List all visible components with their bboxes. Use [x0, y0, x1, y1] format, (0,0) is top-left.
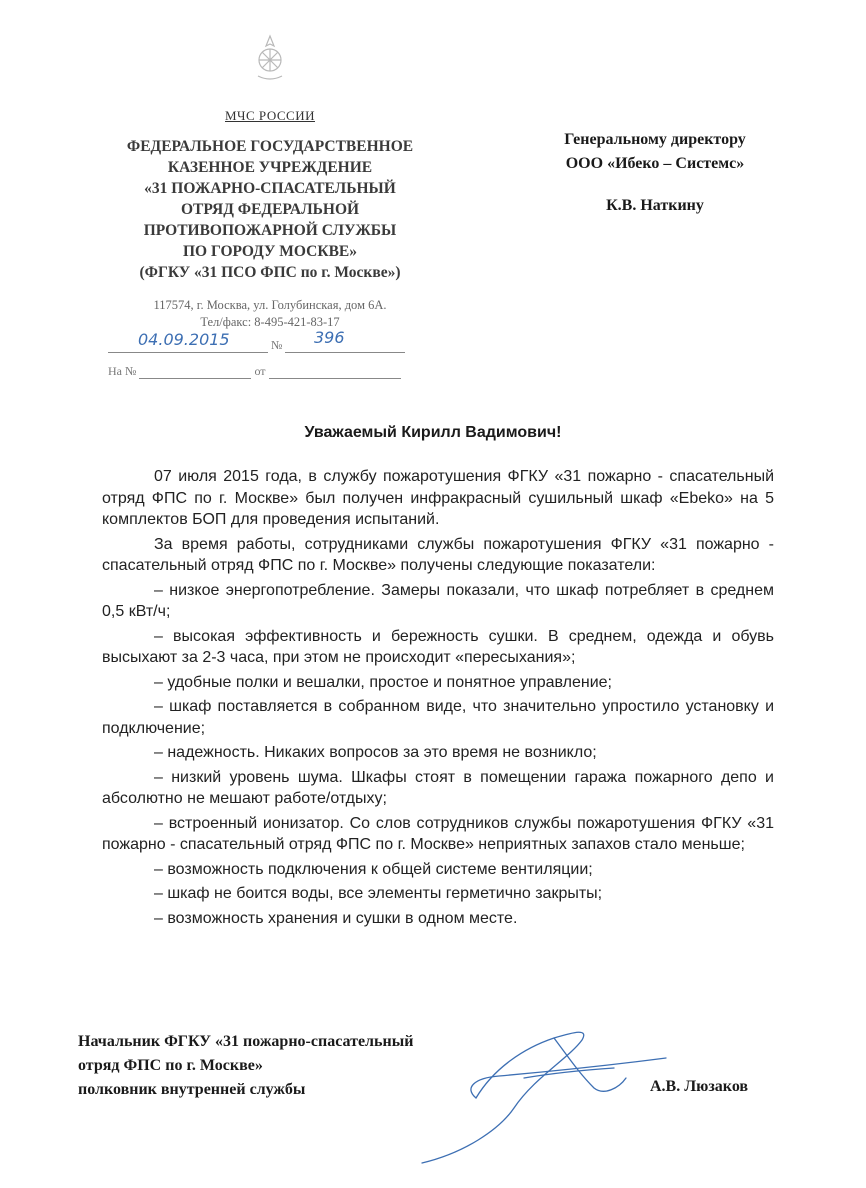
addressee-line: Генеральному директору	[564, 131, 746, 148]
signatory-name: А.В. Люзаков	[650, 1078, 749, 1095]
reference-blank	[139, 364, 251, 379]
handwritten-date: 04.09.2015	[138, 330, 230, 349]
list-item: – надежность. Никаких вопросов за это время не возникло;	[154, 744, 597, 761]
number-blank	[285, 338, 405, 353]
list-item: – возможность хранения и сушки в одном месте.	[154, 909, 518, 927]
org-line: (ФГКУ «31 ПСО ФПС по г. Москве»)	[139, 264, 401, 281]
addressee-block	[520, 128, 790, 218]
signatory-title	[78, 1030, 413, 1102]
addressee-line: ООО «Ибеко – Системс»	[565, 155, 745, 172]
org-line: КАЗЕННОЕ УЧРЕЖДЕНИЕ	[167, 159, 373, 176]
list-item: – возможность подключения к общей системе вентиляции;	[154, 860, 593, 878]
reference-line	[108, 364, 401, 379]
sender-address	[90, 297, 450, 331]
org-line: ФЕДЕРАЛЬНОЕ ГОСУДАРСТВЕННОЕ	[126, 138, 414, 155]
org-line: ОТРЯД ФЕДЕРАЛЬНОЙ	[180, 201, 360, 218]
body-paragraph: 07 июля 2015 года, в службу пожаротушения ФГКУ «31 пожарно - спасательный отряд ФПС по г. Москве» был получен инфракрасный сушильный шкаф «Ebeko» на 5 комплектов БОП для проведения испытаний.	[102, 468, 774, 528]
handwritten-number: 396	[314, 328, 345, 347]
org-line: ПО ГОРОДУ МОСКВЕ»	[182, 243, 358, 260]
signatory-line: полковник внутренней службы	[78, 1081, 306, 1098]
salutation: Уважаемый Кирилл Вадимович!	[304, 424, 562, 441]
signature-icon	[404, 1018, 674, 1168]
sender-block	[90, 108, 450, 331]
reference-date-blank	[269, 364, 401, 379]
ministry-name: МЧС РОССИИ	[225, 108, 315, 123]
reference-from-label: от	[254, 364, 266, 378]
list-item: – удобные полки и вешалки, простое и понятное управление;	[154, 673, 612, 691]
org-line: ПРОТИВОПОЖАРНОЙ СЛУЖБЫ	[143, 222, 397, 239]
addressee-name: К.В. Наткину	[606, 197, 704, 214]
emblem-icon	[248, 32, 292, 84]
organization-name	[90, 136, 450, 283]
list-item: – низкое энергопотребление. Замеры показали, что шкаф потребляет в среднем 0,5 кВт/ч;	[102, 581, 774, 620]
list-item: – низкий уровень шума. Шкафы стоят в помещении гаража пожарного депо и абсолютно не мешают работе/отдыху;	[102, 768, 774, 807]
address-line: 117574, г. Москва, ул. Голубинская, дом 6А.	[153, 298, 387, 312]
org-line: «31 ПОЖАРНО-СПАСАТЕЛЬНЫЙ	[144, 180, 396, 197]
reference-label: На №	[108, 364, 137, 378]
signatory-line: отряд ФПС по г. Москве»	[78, 1057, 263, 1074]
list-item: – шкаф поставляется в собранном виде, что значительно упростило установку и подключение;	[102, 698, 774, 737]
phone-line: Тел/факс: 8-495-421-83-17	[200, 315, 340, 329]
body-paragraph: За время работы, сотрудниками службы пожаротушения ФГКУ «31 пожарно - спасательный отряд ФПС по г. Москве» получены следующие показатели:	[102, 535, 774, 574]
signatory-line: Начальник ФГКУ «31 пожарно-спасательный	[78, 1033, 414, 1050]
letter-body	[102, 466, 774, 932]
list-item: – встроенный ионизатор. Со слов сотрудников службы пожаротушения ФГКУ «31 пожарно - спасательный отряд ФПС по г. Москве» неприятных запахов стало меньше;	[102, 814, 774, 853]
list-item: – высокая эффективность и бережность сушки. В среднем, одежда и обувь высыхают за 2-3 часа, при этом не происходит «пересыхания»;	[102, 627, 774, 666]
list-item: – шкаф не боится воды, все элементы герметично закрыты;	[154, 885, 603, 902]
number-label: №	[271, 338, 283, 352]
